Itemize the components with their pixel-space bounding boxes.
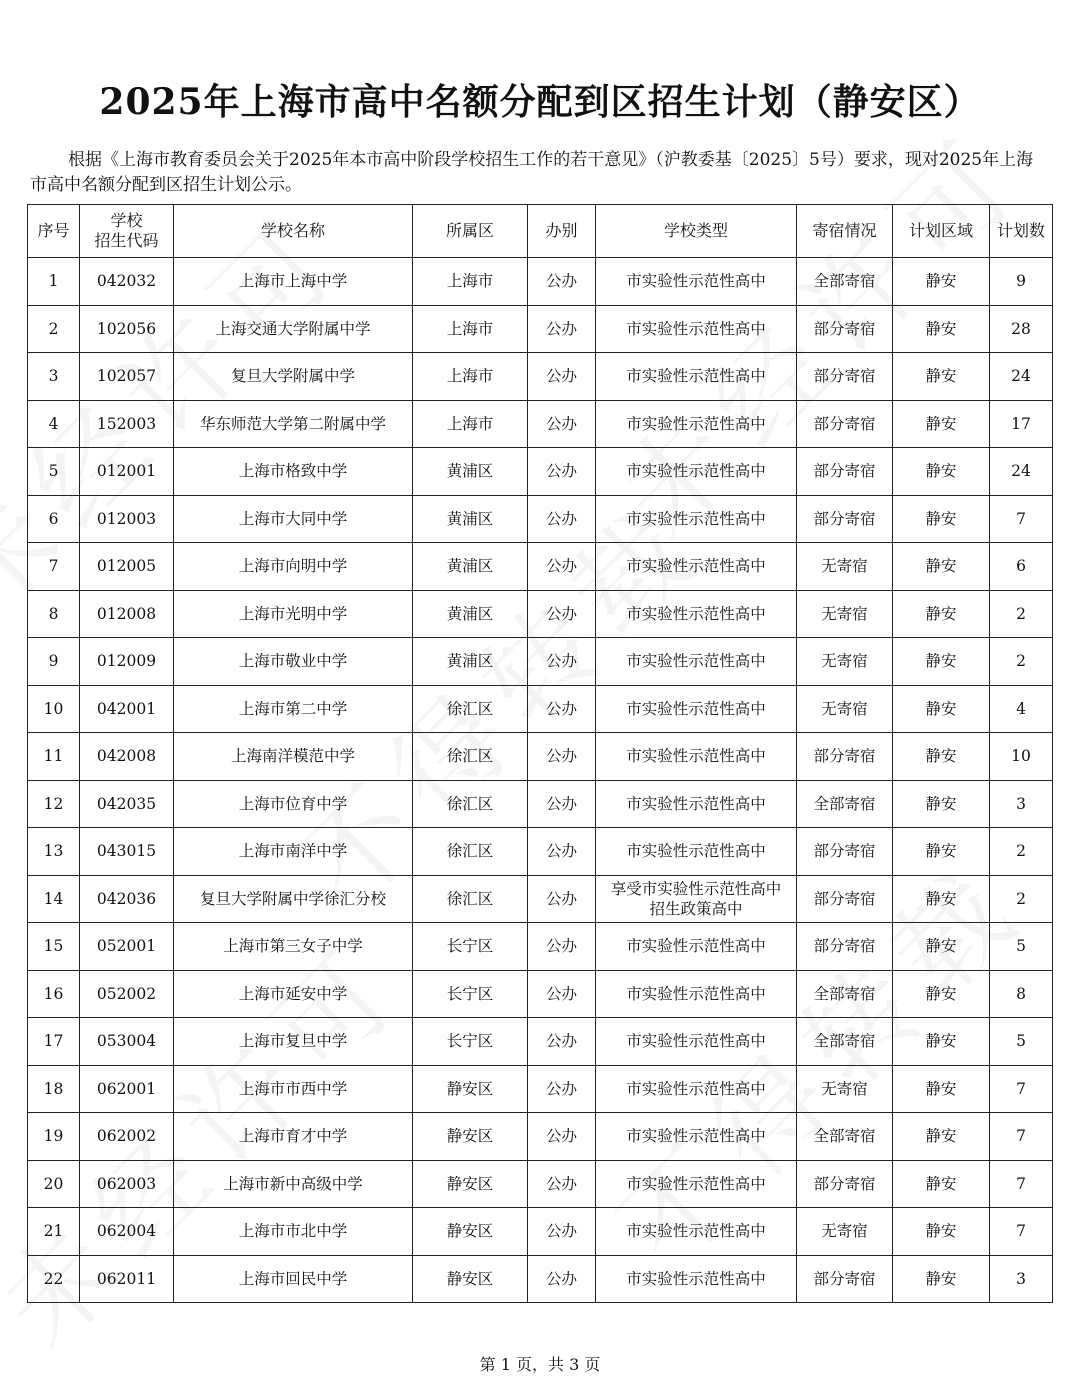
page-title: 2025年上海市高中名额分配到区招生计划（静安区）	[99, 81, 981, 123]
cell-count: 2	[990, 828, 1053, 876]
cell-boarding: 全部寄宿	[797, 1018, 893, 1066]
header-boarding: 寄宿情况	[797, 205, 893, 258]
cell-boarding: 全部寄宿	[797, 258, 893, 306]
cell-code: 053004	[80, 1018, 174, 1066]
table-row	[28, 1255, 1053, 1303]
cell-count: 7	[990, 1208, 1053, 1256]
cell-school-name: 上海市格致中学	[174, 448, 413, 496]
cell-count: 10	[990, 733, 1053, 781]
cell-run-type: 公办	[528, 400, 596, 448]
cell-run-type: 公办	[528, 305, 596, 353]
cell-school-type: 市实验性示范性高中	[596, 1160, 797, 1208]
cell-area: 静安	[893, 448, 990, 496]
table-row	[28, 970, 1053, 1018]
cell-count: 28	[990, 305, 1053, 353]
cell-school-type: 市实验性示范性高中	[596, 733, 797, 781]
cell-run-type: 公办	[528, 353, 596, 401]
cell-area: 静安	[893, 733, 990, 781]
cell-school-name: 上海市南洋中学	[174, 828, 413, 876]
cell-district: 长宁区	[413, 970, 528, 1018]
table-row	[28, 828, 1053, 876]
cell-count: 17	[990, 400, 1053, 448]
cell-district: 长宁区	[413, 1018, 528, 1066]
cell-district: 上海市	[413, 258, 528, 306]
cell-count: 7	[990, 495, 1053, 543]
header-run: 办别	[528, 205, 596, 258]
cell-district: 黄浦区	[413, 543, 528, 591]
cell-run-type: 公办	[528, 1255, 596, 1303]
cell-district: 徐汇区	[413, 780, 528, 828]
table-header-row	[28, 205, 1053, 258]
cell-count: 24	[990, 353, 1053, 401]
cell-school-type: 市实验性示范性高中	[596, 828, 797, 876]
cell-area: 静安	[893, 353, 990, 401]
cell-boarding: 无寄宿	[797, 590, 893, 638]
cell-school-type-line1: 享受市实验性示范性高中	[610, 879, 782, 898]
cell-count: 6	[990, 543, 1053, 591]
table-row	[28, 685, 1053, 733]
cell-boarding: 部分寄宿	[797, 875, 893, 923]
cell-count: 3	[990, 1255, 1053, 1303]
cell-run-type: 公办	[528, 780, 596, 828]
cell-count: 24	[990, 448, 1053, 496]
table-row	[28, 1160, 1053, 1208]
cell-seq: 6	[28, 495, 80, 543]
cell-area: 静安	[893, 1255, 990, 1303]
cell-boarding: 部分寄宿	[797, 448, 893, 496]
cell-run-type: 公办	[528, 1113, 596, 1161]
cell-seq: 5	[28, 448, 80, 496]
cell-seq: 18	[28, 1065, 80, 1113]
cell-district: 黄浦区	[413, 448, 528, 496]
cell-run-type: 公办	[528, 923, 596, 971]
cell-area: 静安	[893, 495, 990, 543]
cell-seq: 4	[28, 400, 80, 448]
cell-boarding: 部分寄宿	[797, 353, 893, 401]
cell-code: 052001	[80, 923, 174, 971]
cell-seq: 21	[28, 1208, 80, 1256]
cell-run-type: 公办	[528, 258, 596, 306]
cell-district: 静安区	[413, 1065, 528, 1113]
cell-code: 062001	[80, 1065, 174, 1113]
cell-code: 102057	[80, 353, 174, 401]
cell-count: 4	[990, 685, 1053, 733]
cell-boarding: 部分寄宿	[797, 828, 893, 876]
header-district: 所属区	[413, 205, 528, 258]
cell-code: 102056	[80, 305, 174, 353]
cell-code: 012003	[80, 495, 174, 543]
cell-school-name: 上海市延安中学	[174, 970, 413, 1018]
cell-run-type: 公办	[528, 828, 596, 876]
cell-school-type: 市实验性示范性高中	[596, 1208, 797, 1256]
cell-school-type: 市实验性示范性高中	[596, 1018, 797, 1066]
header-type: 学校类型	[596, 205, 797, 258]
cell-school-type: 市实验性示范性高中	[596, 970, 797, 1018]
table-row	[28, 495, 1053, 543]
cell-school-type: 市实验性示范性高中	[596, 638, 797, 686]
cell-district: 长宁区	[413, 923, 528, 971]
cell-school-type: 市实验性示范性高中	[596, 448, 797, 496]
cell-seq: 20	[28, 1160, 80, 1208]
table-row	[28, 543, 1053, 591]
cell-seq: 1	[28, 258, 80, 306]
cell-code: 012008	[80, 590, 174, 638]
header-code	[80, 205, 174, 258]
cell-boarding: 部分寄宿	[797, 733, 893, 781]
table-row	[28, 875, 1053, 923]
cell-area: 静安	[893, 685, 990, 733]
cell-count: 5	[990, 923, 1053, 971]
cell-seq: 2	[28, 305, 80, 353]
cell-seq: 14	[28, 875, 80, 923]
table-row	[28, 448, 1053, 496]
table-row	[28, 1065, 1053, 1113]
cell-area: 静安	[893, 1160, 990, 1208]
cell-run-type: 公办	[528, 875, 596, 923]
cell-district: 黄浦区	[413, 638, 528, 686]
cell-district: 静安区	[413, 1160, 528, 1208]
cell-seq: 13	[28, 828, 80, 876]
cell-boarding: 部分寄宿	[797, 923, 893, 971]
table-row	[28, 1113, 1053, 1161]
cell-district: 黄浦区	[413, 495, 528, 543]
cell-run-type: 公办	[528, 1160, 596, 1208]
cell-school-type: 市实验性示范性高中	[596, 353, 797, 401]
cell-code: 042035	[80, 780, 174, 828]
cell-area: 静安	[893, 970, 990, 1018]
cell-boarding: 无寄宿	[797, 543, 893, 591]
cell-boarding: 部分寄宿	[797, 305, 893, 353]
cell-seq: 3	[28, 353, 80, 401]
cell-count: 9	[990, 258, 1053, 306]
cell-school-name: 复旦大学附属中学	[174, 353, 413, 401]
cell-district: 上海市	[413, 305, 528, 353]
cell-run-type: 公办	[528, 685, 596, 733]
cell-run-type: 公办	[528, 638, 596, 686]
cell-area: 静安	[893, 305, 990, 353]
cell-seq: 11	[28, 733, 80, 781]
cell-code: 062002	[80, 1113, 174, 1161]
cell-code: 062011	[80, 1255, 174, 1303]
cell-boarding: 全部寄宿	[797, 1113, 893, 1161]
cell-run-type: 公办	[528, 448, 596, 496]
cell-code: 043015	[80, 828, 174, 876]
cell-school-type: 市实验性示范性高中	[596, 780, 797, 828]
cell-boarding: 部分寄宿	[797, 495, 893, 543]
cell-school-name: 华东师范大学第二附属中学	[174, 400, 413, 448]
cell-school-name: 上海市向明中学	[174, 543, 413, 591]
cell-seq: 19	[28, 1113, 80, 1161]
table-row	[28, 353, 1053, 401]
cell-code: 042036	[80, 875, 174, 923]
cell-area: 静安	[893, 1018, 990, 1066]
header-code-line2: 招生代码	[94, 231, 159, 250]
cell-code: 152003	[80, 400, 174, 448]
cell-district: 静安区	[413, 1255, 528, 1303]
cell-run-type: 公办	[528, 543, 596, 591]
cell-count: 7	[990, 1113, 1053, 1161]
cell-school-type: 市实验性示范性高中	[596, 495, 797, 543]
cell-count: 5	[990, 1018, 1053, 1066]
cell-seq: 16	[28, 970, 80, 1018]
cell-boarding: 部分寄宿	[797, 1160, 893, 1208]
cell-area: 静安	[893, 543, 990, 591]
cell-school-name: 上海市第二中学	[174, 685, 413, 733]
cell-school-type: 市实验性示范性高中	[596, 1255, 797, 1303]
cell-school-name: 上海市新中高级中学	[174, 1160, 413, 1208]
cell-area: 静安	[893, 400, 990, 448]
cell-count: 7	[990, 1065, 1053, 1113]
cell-school-name: 上海市大同中学	[174, 495, 413, 543]
table-row	[28, 400, 1053, 448]
header-name: 学校名称	[174, 205, 413, 258]
cell-area: 静安	[893, 780, 990, 828]
cell-area: 静安	[893, 1113, 990, 1161]
cell-code: 062004	[80, 1208, 174, 1256]
cell-school-type: 市实验性示范性高中	[596, 1065, 797, 1113]
table-row	[28, 305, 1053, 353]
cell-boarding: 无寄宿	[797, 638, 893, 686]
cell-run-type: 公办	[528, 590, 596, 638]
cell-seq: 22	[28, 1255, 80, 1303]
cell-code: 012009	[80, 638, 174, 686]
cell-run-type: 公办	[528, 1208, 596, 1256]
cell-run-type: 公办	[528, 1018, 596, 1066]
cell-district: 上海市	[413, 353, 528, 401]
cell-school-name: 上海市市北中学	[174, 1208, 413, 1256]
cell-district: 上海市	[413, 400, 528, 448]
cell-school-type: 市实验性示范性高中	[596, 400, 797, 448]
cell-boarding: 全部寄宿	[797, 970, 893, 1018]
cell-school-type: 市实验性示范性高中	[596, 543, 797, 591]
cell-code: 052002	[80, 970, 174, 1018]
cell-school-name: 上海市光明中学	[174, 590, 413, 638]
cell-run-type: 公办	[528, 733, 596, 781]
cell-school-type: 市实验性示范性高中	[596, 258, 797, 306]
enrollment-table	[27, 204, 1053, 1303]
cell-school-type-line2: 招生政策高中	[649, 899, 743, 918]
cell-area: 静安	[893, 258, 990, 306]
table-row	[28, 1208, 1053, 1256]
cell-count: 2	[990, 590, 1053, 638]
cell-school-name: 上海市上海中学	[174, 258, 413, 306]
cell-school-type: 市实验性示范性高中	[596, 685, 797, 733]
cell-school-name: 上海市复旦中学	[174, 1018, 413, 1066]
cell-district: 徐汇区	[413, 733, 528, 781]
cell-count: 2	[990, 638, 1053, 686]
table-row	[28, 733, 1053, 781]
cell-count: 8	[990, 970, 1053, 1018]
cell-area: 静安	[893, 590, 990, 638]
cell-district: 徐汇区	[413, 828, 528, 876]
cell-school-type: 市实验性示范性高中	[596, 305, 797, 353]
cell-school-name: 复旦大学附属中学徐汇分校	[174, 875, 413, 923]
cell-school-type: 市实验性示范性高中	[596, 590, 797, 638]
intro-paragraph: 根据《上海市教育委员会关于2025年本市高中阶段学校招生工作的若干意见》（沪教委基〔2025〕5号）要求，现对2025年上海市高中名额分配到区招生计划公示。	[30, 150, 1034, 195]
cell-seq: 8	[28, 590, 80, 638]
cell-school-type: 市实验性示范性高中	[596, 1113, 797, 1161]
cell-district: 静安区	[413, 1208, 528, 1256]
cell-school-type: 市实验性示范性高中	[596, 923, 797, 971]
table-row	[28, 590, 1053, 638]
cell-district: 徐汇区	[413, 685, 528, 733]
cell-seq: 12	[28, 780, 80, 828]
cell-area: 静安	[893, 638, 990, 686]
cell-count: 7	[990, 1160, 1053, 1208]
table-row	[28, 780, 1053, 828]
cell-school-name: 上海市育才中学	[174, 1113, 413, 1161]
cell-count: 2	[990, 875, 1053, 923]
cell-seq: 17	[28, 1018, 80, 1066]
cell-school-name: 上海市位育中学	[174, 780, 413, 828]
cell-boarding: 全部寄宿	[797, 780, 893, 828]
table-row	[28, 258, 1053, 306]
cell-boarding: 部分寄宿	[797, 400, 893, 448]
table-row	[28, 638, 1053, 686]
cell-district: 黄浦区	[413, 590, 528, 638]
cell-seq: 9	[28, 638, 80, 686]
cell-area: 静安	[893, 1208, 990, 1256]
cell-code: 012005	[80, 543, 174, 591]
cell-area: 静安	[893, 1065, 990, 1113]
cell-seq: 10	[28, 685, 80, 733]
cell-boarding: 无寄宿	[797, 1065, 893, 1113]
cell-seq: 15	[28, 923, 80, 971]
cell-boarding: 无寄宿	[797, 685, 893, 733]
cell-boarding: 无寄宿	[797, 1208, 893, 1256]
table-row	[28, 923, 1053, 971]
cell-school-name: 上海市第三女子中学	[174, 923, 413, 971]
cell-code: 042032	[80, 258, 174, 306]
cell-school-name: 上海南洋模范中学	[174, 733, 413, 781]
header-area: 计划区域	[893, 205, 990, 258]
page-footer: 第 1 页，共 3 页	[479, 1355, 601, 1374]
cell-school-name: 上海市敬业中学	[174, 638, 413, 686]
cell-area: 静安	[893, 875, 990, 923]
cell-code: 042001	[80, 685, 174, 733]
cell-district: 徐汇区	[413, 875, 528, 923]
cell-school-name: 上海交通大学附属中学	[174, 305, 413, 353]
table-row	[28, 1018, 1053, 1066]
header-count: 计划数	[990, 205, 1053, 258]
cell-code: 042008	[80, 733, 174, 781]
cell-school-type	[596, 875, 797, 923]
cell-area: 静安	[893, 923, 990, 971]
cell-run-type: 公办	[528, 1065, 596, 1113]
header-code-line1: 学校	[110, 211, 143, 230]
cell-school-name: 上海市回民中学	[174, 1255, 413, 1303]
cell-area: 静安	[893, 828, 990, 876]
cell-run-type: 公办	[528, 495, 596, 543]
cell-code: 012001	[80, 448, 174, 496]
cell-boarding: 部分寄宿	[797, 1255, 893, 1303]
cell-seq: 7	[28, 543, 80, 591]
cell-school-name: 上海市市西中学	[174, 1065, 413, 1113]
header-seq: 序号	[28, 205, 80, 258]
cell-count: 3	[990, 780, 1053, 828]
cell-district: 静安区	[413, 1113, 528, 1161]
cell-code: 062003	[80, 1160, 174, 1208]
cell-run-type: 公办	[528, 970, 596, 1018]
